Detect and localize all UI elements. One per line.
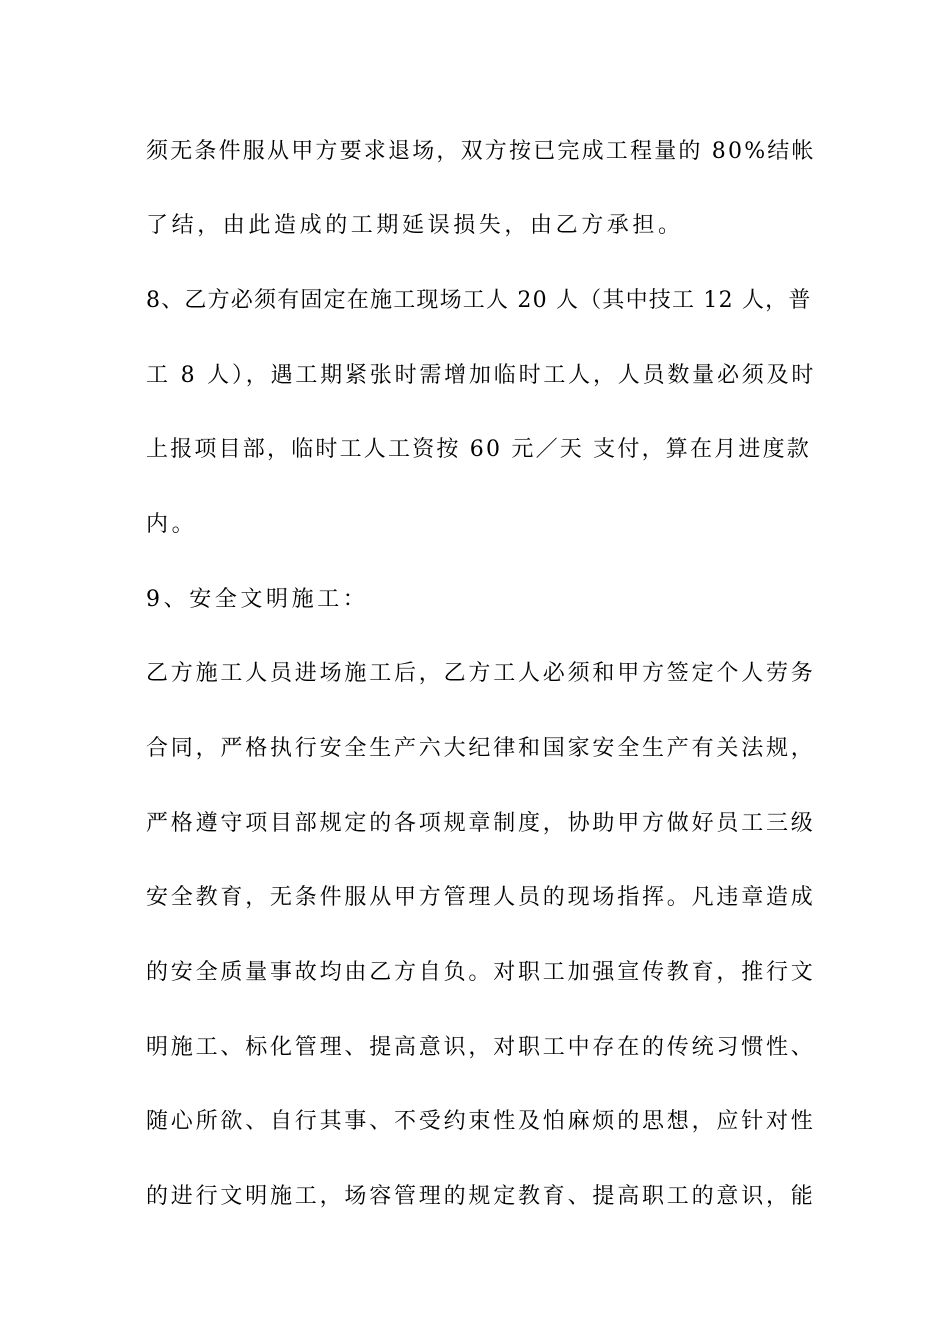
text-line: 工 8 人），遇工期紧张时需增加临时工人，人员数量必须及时 (146, 363, 817, 388)
text-line: 了结，由此造成的工期延误损失，由乙方承担。 (146, 213, 684, 238)
section-heading: 9、安全文明施工： (146, 587, 369, 612)
text-line: 乙方施工人员进场施工后，乙方工人必须和甲方签定个人劳务 (146, 661, 816, 686)
text-line: 的安全质量事故均由乙方自负。对职工加强宣传教育，推行文 (146, 960, 816, 985)
text-line: 合同，严格执行安全生产六大纪律和国家安全生产有关法规， (146, 736, 816, 761)
text-line: 上报项目部，临时工人工资按 60 元／天 支付，算在月进度款 (146, 437, 811, 462)
text-line: 严格遵守项目部规定的各项规章制度，协助甲方做好员工三级 (146, 811, 816, 836)
text-line: 明施工、标化管理、提高意识，对职工中存在的传统习惯性、 (146, 1035, 816, 1060)
text-line: 内。 (146, 512, 198, 537)
text-line: 须无条件服从甲方要求退场，双方按已完成工程量的 80%结帐 (146, 139, 816, 164)
text-line: 的进行文明施工，场容管理的规定教育、提高职工的意识，能 (146, 1184, 816, 1209)
text-line: 8、乙方必须有固定在施工现场工人 20 人（其中技工 12 人，普 (146, 288, 812, 313)
text-line: 安全教育，无条件服从甲方管理人员的现场指挥。凡违章造成 (146, 885, 816, 910)
text-line: 随心所欲、自行其事、不受约束性及怕麻烦的思想，应针对性 (146, 1109, 816, 1134)
